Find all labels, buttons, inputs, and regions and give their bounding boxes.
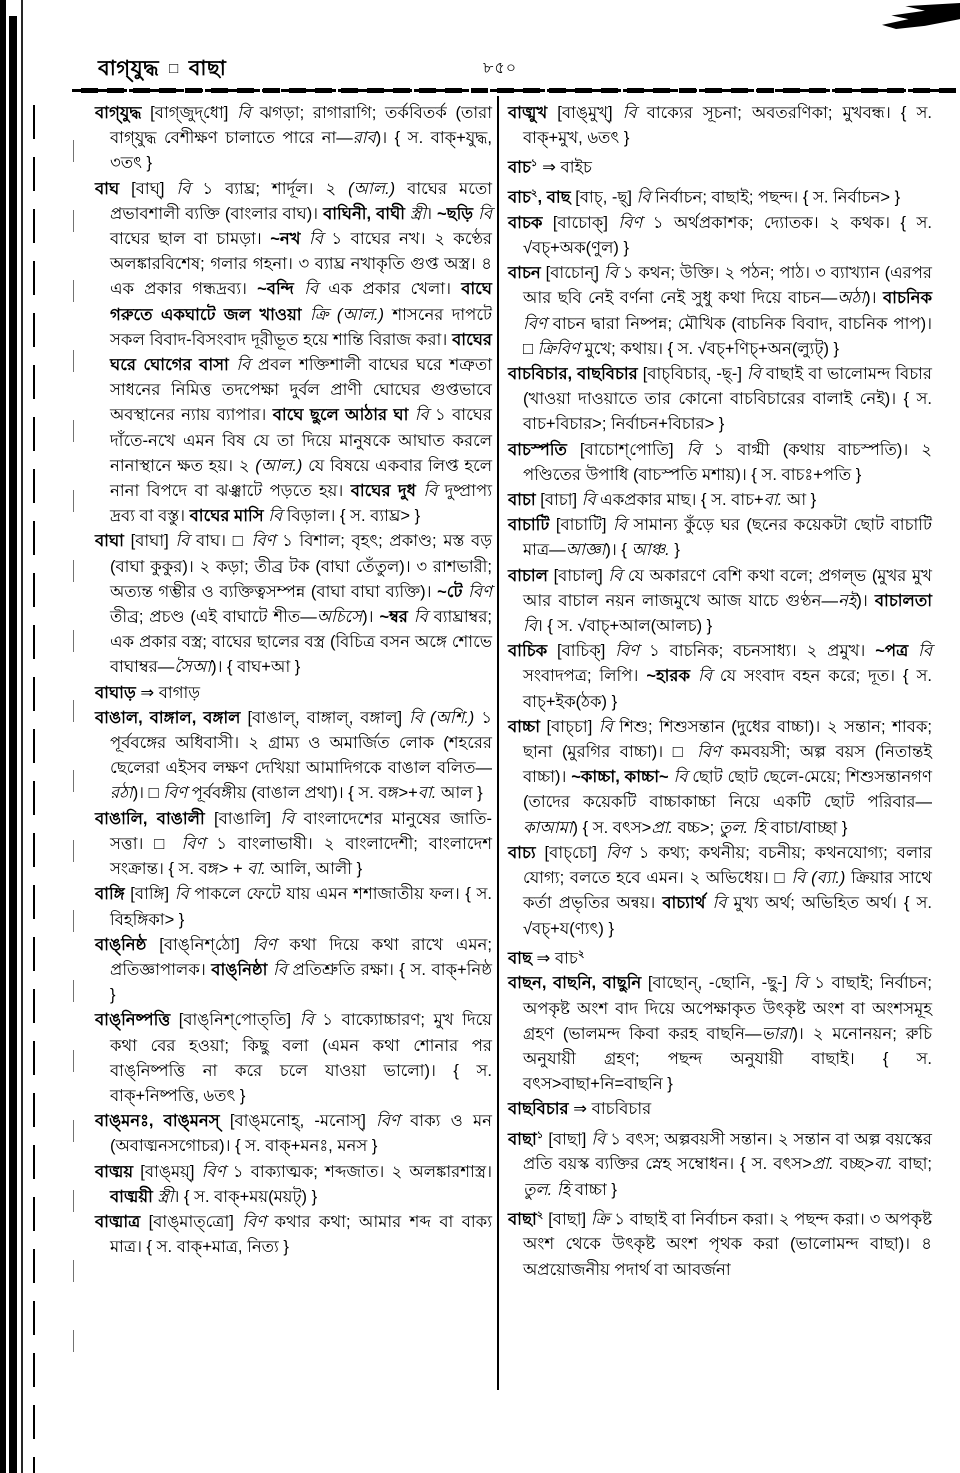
scan-edge-line (33, 105, 35, 1473)
dictionary-entry: বাঘা [বাঘা] বি বাঘ। □ বিণ ১ বিশাল; বৃহৎ; প্রকাণ্ড; মস্ত বড় (বাঘা কুকুর)। ২ কড়া; তীব্র টক (বাঘা তেঁতুল)। ৩ রাশভারী; অত্যন্ত গম্ভীর ও ব্যক্তিত্বসম্পন্ন (বাঘা বাঘা ব্যক্তি)। ~টে বিণ তীব্র; প্রচণ্ড (এই বাঘাটে শীত—অচিসে)। ~ম্বর বি ব্যাঘ্রাম্বর; এক প্রকার বস্ত্র; বাঘের ছালের বস্ত্র (বিচিত্র বসন অঙ্গে শোভে বাঘাম্বর—সৈআ)। { বাঘ+আ } (95, 532, 493, 677)
scan-binding-edge-bar (0, 0, 6, 1473)
header-rule (72, 88, 956, 93)
right-column (508, 101, 932, 1283)
scan-binding-edge-bar (9, 16, 17, 1473)
running-head (98, 52, 958, 82)
guide-word-right: বাছা (188, 57, 227, 80)
left-column (95, 101, 492, 1260)
dictionary-entry: বাঙাল, বাঙ্গাল, বঙ্গাল [বাঙাল্, বাঙ্গাল্, বঙ্গাল্] বি (অশি.) ১ পূর্ববঙ্গের অধিবাসী। ২ গ্রাম্য ও অমার্জিত লোক (শহরের ছেলেরা এইসব লক্ষণ দেখিয়া আমাদিগকে বাঙাল বলিত—রঠা)। □ বিণ পূর্ববঙ্গীয় (বাঙাল প্রথা)। { স. বঙ্গ>+বা. আল } (95, 708, 492, 803)
dictionary-entry: বাগ্‌যুদ্ধ [বাগ্‌জুদ্‌ধো] বি ঝগড়া; রাগারাগি; তর্কবিতর্ক (তারা বাগ্‌যুদ্ধ বেশীক্ষণ চালাতে পারে না—রাব)। { স. বাক্+যুদ্ধ, ৩তৎ } (95, 104, 493, 173)
dictionary-entry: বাঙ্গি [বাঙ্গি] বি পাকলে ফেটে যায় এমন শশাজাতীয় ফল। { স. বিহঙ্গিকা> } (95, 885, 493, 929)
box-separator-icon: □ (169, 59, 179, 77)
dictionary-entry: বাচা [বাচা] বি একপ্রকার মাছ। { স. বাচ+বা. আ } (508, 491, 817, 510)
column-divider (497, 96, 499, 1390)
dictionary-entry: বাচাল [বাচাল্] বি যে অকারণে বেশি কথা বলে; প্রগল্‌ভ (মুখর মুখ আর বাচাল নয়ন লাজমুখে আজ যাচে গুণ্ঠন—নই)। বাচালতা বি। { স. √বাচ্+আল(আলচ) } (508, 566, 932, 636)
scan-corner-ink-mark (882, 3, 960, 29)
dictionary-entry: বাঙ্মাত্র [বাঙ্‌মাত্‌ত্রো] বিণ কথার কথা; আমার শব্দ বা বাক্য মাত্র। { স. বাক্+মাত্র, নিত্য } (95, 1212, 493, 1257)
scan-edge-line (21, 0, 23, 1473)
dictionary-entry: বাচিক [বাচিক্] বিণ ১ বাচনিক; বচনসাধ্য। ২ প্রমুখ। ~পত্র বি সংবাদপত্র; লিপি। ~হারক বি যে সংবাদ বহন করে; দূত। { স. বাচ্+ইক(ঠক) } (508, 642, 932, 711)
dictionary-entry: বাছা$^২$ [বাছা] ক্রি ১ বাছাই বা নির্বাচন করা। ২ পছন্দ করা। ৩ অপকৃষ্ট অংশ থেকে উৎকৃষ্ট অংশ পৃথক করা (ভালোমন্দ বাছা)। ৪ অপ্রয়োজনীয় পদার্থ বা আবর্জনা (508, 1209, 933, 1279)
dictionary-entry: বাচস্পতি [বাচোশ্‌পোতি] বি ১ বাগ্মী (কথায় বাচস্পতি)। ২ পণ্ডিতের উপাধি (বাচস্পতি মশায়)। { স. বাচঃ+পতি } (508, 440, 933, 484)
dictionary-entry: বাঘাড় ⇒ বাগাড় (95, 683, 201, 702)
dictionary-entry: বাঙ্‌নিষ্পত্তি [বাঙ্‌নিশ্‌পোত্‌তি] বি ১ বাক্যোচ্চারণ; মুখ দিয়ে কথা বের হওয়া; কিছু বলা (এমন কথা শোনার পর বাঙ্‌নিষ্পত্তি না করে চলে যাওয়া ভালো)। { স. বাক্+নিষ্পত্তি, ৬তৎ } (95, 1011, 493, 1105)
dictionary-entry: বাঙ্ময় [বাঙ্‌ময়্] বিণ ১ বাক্যাত্মক; শব্দজাত। ২ অলঙ্কারশাস্ত্র। বাঙ্ময়ী স্ত্রী। { স. বাক্+ময়(ময়ট্) } (95, 1162, 492, 1206)
dictionary-entry: বাচবিচার, বাছবিচার [বাচ্‌বিচার্, -ছ্-] বি বাছাই বা ভালোমন্দ বিচার (খাওয়া দাওয়াতে তার কোনো বাচবিচারের বালাই নেই)। { স. বাচ+বিচার>; নির্বাচন+বিচার> } (508, 365, 932, 434)
scan-edge-line (73, 140, 74, 1380)
dictionary-entry: বাচাটি [বাচাটি] বি সামান্য কুঁড়ে ঘর (ছনের কয়েকটা ছোট বাচাটি মাত্র—আজ্ঞা)। { আঞ্চ. } (508, 516, 932, 560)
dictionary-entry: বাচক [বাচোক্] বিণ ১ অর্থপ্রকাশক; দ্যোতক। ২ কথক। { স. √বচ্+অক(ণুল) } (508, 213, 932, 258)
dictionary-entry: বাঘ [বাঘ্] বি ১ ব্যাঘ্র; শার্দূল। ২ (আল.) বাঘের মতো প্রভাবশালী ব্যক্তি (বাংলার বাঘ)। বাঘিনী, বাঘী স্ত্রী। ~ছড়ি বি বাঘের ছাল বা চামড়া। ~নখ বি ১ বাঘের নখ। ২ কণ্ঠের অলঙ্কারবিশেষ; গলার গহনা। ৩ ব্যাঘ্র নখাকৃতি গুপ্ত অস্ত্র। ৪ এক প্রকার গন্ধদ্রব্য। ~বন্দি বি এক প্রকার খেলা। বাঘে গরুতে একঘাটে জল খাওয়া ক্রি (আল.) শাসনের দাপটে সকল বিবাদ-বিসংবাদ দূরীভূত হয়ে শান্তি বিরাজ করা। বাঘের ঘরে ঘোগের বাসা বি প্রবল শক্তিশালী বাঘের ঘরে শত্রুতা সাধনের নিমিত্ত তদপেক্ষা দুর্বল প্রাণী ঘোঘের গুপ্তভাবে অবস্থানের ন্যায় ব্যাপার। বাঘে ছুলে আঠার ঘা বি ১ বাঘের দাঁতে-নখে এমন বিষ যে তা দিয়ে মানুষকে আঘাত করলে নানাস্থানে ক্ষত হয়। ২ (আল.) যে বিষয়ে একবার লিপ্ত হলে নানা বিপদে বা ঝঞ্ঝাটে পড়তে হয়। বাঘের দুধ বি দুষ্প্রাপ্য দ্রব্য বা বস্তু। বাঘের মাসি বি বিড়াল। { স. ব্যাঘ্র> } (95, 179, 492, 526)
dictionary-entry: বাচন [বাচোন্] বি ১ কথন; উক্তি। ২ পঠন; পাঠ। ৩ ব্যাখ্যান (এরপর আর ছবি নেই বর্ণনা নেই সুধু কথা দিয়ে বাচন—অঠা)। বাচনিক বিণ বাচন দ্বারা নিষ্পন্ন; মৌখিক (বাচনিক বিবাদ, বাচনিক পাপ)। □ ক্রিবিণ মুখে; কথায়। { স. √বচ্+ণিচ্+অন(ল্যুট্) } (508, 264, 932, 358)
dictionary-entry: বাঙ্মুখ [বাঙ্‌মুখ্] বি বাক্যের সূচনা; অবতরণিকা; মুখবন্ধ। { স. বাক্+মুখ, ৬তৎ } (508, 104, 933, 148)
guide-words (98, 57, 226, 80)
dictionary-entry: বাচ$^২$, বাছ [বাচ্, -ছ্] বি নির্বাচন; বাছাই; পছন্দ। { স. নির্বাচন> } (508, 188, 901, 207)
dictionary-entry: বাছন, বাছনি, বাছুনি [বাছোন্, -ছোনি, -ছু-] বি ১ বাছাই; নির্বাচন; অপকৃষ্ট অংশ বাদ দিয়ে অপেক্ষাকৃত উৎকৃষ্ট অংশ বা অংশসমূহ গ্রহণ (ভালমন্দ কিবা করহ বাছনি—ভারা)। ২ মনোনয়ন; রুচি অনুযায়ী গ্রহণ; পছন্দ অনুযায়ী বাছাই। { স. বৎস>বাছা+নি=বাছনি } (508, 974, 933, 1094)
guide-word-left: বাগ্‌যুদ্ধ (98, 57, 160, 80)
dictionary-entry: বাঙ্‌মনঃ, বাঙ্‌মনস্ [বাঙ্‌মনোহ্, -মনোস্] বিণ বাক্য ও মন (অবাঙ্মনসগোচর)। { স. বাক্+মনঃ, মনস } (95, 1112, 492, 1156)
dictionary-entry: বাচ$^১$ ⇒ বাইচ (508, 158, 592, 177)
page-number: ৮৫০ (483, 60, 518, 77)
dictionary-entry: বাচ্চা [বাচ্‌চা] বি শিশু; শিশুসন্তান (দুধের বাচ্চা)। ২ সন্তান; শাবক; ছানা (মুরগির বাচ্চা)। □ বিণ কমবয়সী; অল্প বয়স (নিতান্তই বাচ্চা)। ~কাচ্চা, কাচ্চা~ বি ছোট ছোট ছেলে-মেয়ে; শিশুসন্তানগণ (তাদের কয়েকটি বাচ্চাকাচ্চা নিয়ে একটি ছোট পরিবার—কাআমা) { স. বৎস>প্রা. বচ্চ>; তুল. হি বাচা/বাচ্ছা } (508, 717, 932, 837)
dictionary-entry: বাছবিচার ⇒ বাচবিচার (508, 1100, 652, 1119)
dictionary-entry: বাছ ⇒ বাচ$^২$ (508, 948, 585, 968)
dictionary-entry: বাঙ্‌নিষ্ঠ [বাঙ্‌নিশ্‌ঠো] বিণ কথা দিয়ে কথা রাখে এমন; প্রতিজ্ঞাপালক। বাঙ্‌নিষ্ঠা বি প্রতিশ্রুতি রক্ষা। { স. বাক্+নিষ্ঠ } (95, 935, 492, 1005)
dictionary-entry: বাঙালি, বাঙালী [বাঙালি] বি বাংলাদেশের মানুষের জাতি-সত্তা। □ বিণ ১ বাংলাভাষী। ২ বাংলাদেশী; বাংলাদেশ সংক্রান্ত। { স. বঙ্গ> + বা. আলি, আলী } (95, 809, 492, 879)
dictionary-entry: বাছা$^১$ [বাছা] বি ১ বৎস; অল্পবয়সী সন্তান। ২ সন্তান বা অল্প বয়স্কের প্রতি বয়স্ক ব্যক্তির স্নেহ সম্বোধন। { স. বৎস>প্রা. বচ্ছ>বা. বাছা; তুল. হি বাচ্চা } (508, 1129, 933, 1199)
dictionary-entry: বাচ্য [বাচ্‌চো] বিণ ১ কথ্য; কথনীয়; বচনীয়; কথনযোগ্য; বলার যোগ্য; বলতে হবে এমন। ২ অভিধেয়। □ বি (ব্যা.) ক্রিয়ার সাথে কর্তা প্রভৃতির অন্বয়। বাচ্যার্থ বি মুখ্য অর্থ; অভিহিত অর্থ। { স. √বচ্+য(ণ্যৎ) } (508, 843, 932, 938)
